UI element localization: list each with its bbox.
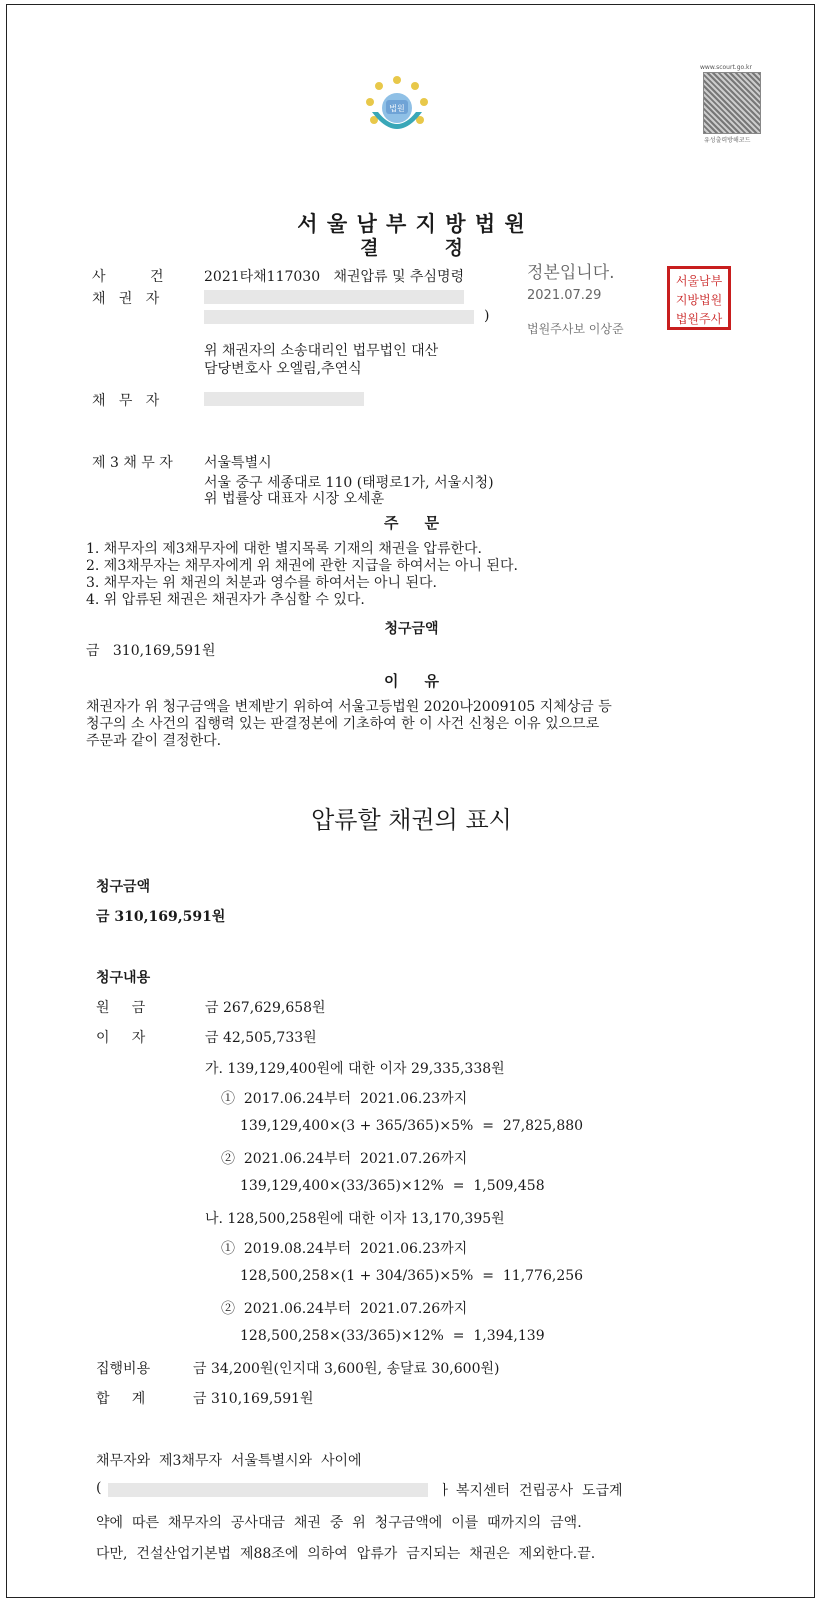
principal-value: 금 267,629,658원 [205,1000,326,1016]
third-debtor-name: 서울특별시 [204,455,272,471]
tail-line-right: ㅏ 복지센터 건립공사 도급계 [438,1483,623,1499]
claim-heading: 청구금액 [384,621,439,637]
annex-content-label: 청구내용 [96,970,151,986]
order-item: 4. 위 압류된 채권은 채권자가 추심할 수 있다. [86,592,365,608]
interest-ga2-calc: 139,129,400×(33/365)×12% = 1,509,458 [240,1178,545,1194]
annex-title: 압류할 채권의 표시 [311,806,512,834]
interest-na1-period: ① 2019.08.24부터 2021.06.23까지 [221,1241,468,1257]
order-item: 3. 채무자는 위 채권의 처분과 영수를 하여서는 아니 된다. [86,575,437,591]
creditor-paren: ) [484,308,490,324]
creditor-label: 채 권 자 [92,291,160,307]
seal-line: 서울남부 [675,274,723,288]
order-item: 1. 채무자의 제3채무자에 대한 별지목록 기재의 채권을 압류한다. [86,541,482,557]
third-debtor-label: 제 3 채 무 자 [92,455,173,471]
interest-na1-calc: 128,500,258×(1 + 304/365)×5% = 11,776,256 [240,1268,584,1284]
third-debtor-rep: 위 법률상 대표자 시장 오세훈 [204,491,385,507]
qr-caption: 유성출력방해코드 [704,137,751,144]
annex-claim-value: 금 310,169,591원 [96,909,226,925]
reason-line: 주문과 같이 결정한다. [86,733,222,749]
case-value: 2021타채117030 채권압류 및 추심명령 [204,269,465,285]
exec-cost-value: 금 34,200원(인지대 3,600원, 송달료 30,600원) [193,1361,500,1377]
creditor-attorneys: 담당변호사 오엘림,추연식 [204,361,362,377]
interest-ga1-period: ① 2017.06.24부터 2021.06.23까지 [221,1091,468,1107]
interest-value: 금 42,505,733원 [205,1030,317,1046]
interest-ga1-calc: 139,129,400×(3 + 365/365)×5% = 27,825,880 [240,1118,584,1134]
case-label: 사 건 [92,269,164,285]
interest-na2-calc: 128,500,258×(33/365)×12% = 1,394,139 [240,1328,545,1344]
interest-ga2-period: ② 2021.06.24부터 2021.07.26까지 [221,1151,468,1167]
tail-paren: ( [96,1480,102,1496]
certification-clerk: 법원주사보 이상준 [527,322,624,336]
qr-code [703,72,761,134]
creditor-agent: 위 채권자의 소송대리인 법무법인 대산 [204,343,439,359]
emblem-label: 법원 [389,104,405,113]
order-heading: 주 문 [383,514,440,532]
seal-line: 법원주사 [675,312,723,326]
total-value: 금 310,169,591원 [193,1391,314,1407]
tail-line: 약에 따른 채무자의 공사대금 채권 중 위 청구금액에 이를 때까지의 금액. [96,1515,582,1531]
tail-line: 채무자와 제3채무자 서울특별시와 사이에 [96,1453,362,1469]
court-name: 서 울 남 부 지 방 법 원 [297,211,526,236]
reason-heading: 이 유 [383,672,440,690]
interest-ga: 가. 139,129,400원에 대한 이자 29,335,338원 [205,1061,505,1077]
reason-line: 채권자가 위 청구금액을 변제받기 위하여 서울고등법원 2020나2009105 지체상금 등 [86,699,612,715]
exec-cost-label: 집행비용 [96,1361,151,1377]
court-emblem-icon [360,72,434,146]
interest-na2-period: ② 2021.06.24부터 2021.07.26까지 [221,1301,468,1317]
redacted-creditor-name [204,290,464,304]
reason-line: 청구의 소 사건의 집행력 있는 판결정본에 기초하여 한 이 사건 신청은 이유 있으므로 [86,716,600,732]
principal-label: 원 금 [96,1000,146,1016]
order-item: 2. 제3채무자는 채무자에게 위 채권에 관한 지급을 하여서는 아니 된다. [86,558,518,574]
redacted-debtor [204,392,364,406]
interest-na: 나. 128,500,258원에 대한 이자 13,170,395원 [205,1211,505,1227]
annex-claim-label: 청구금액 [96,879,151,895]
certification-date: 2021.07.29 [527,288,602,303]
debtor-label: 채 무 자 [92,393,160,409]
total-label: 합 계 [96,1391,146,1407]
redacted-project [108,1483,428,1497]
qr-url-text: www.scourt.go.kr [700,64,752,71]
certification-text: 정본입니다. [527,263,615,283]
third-debtor-address: 서울 중구 세종대로 110 (태평로1가, 서울시청) [204,475,494,491]
redacted-creditor-address [204,310,474,324]
claim-amount: 금 310,169,591원 [86,643,216,659]
interest-label: 이 자 [96,1030,146,1046]
doc-title: 결 정 [360,237,463,259]
court-seal [667,266,731,330]
tail-line: 다만, 건설산업기본법 제88조에 의하여 압류가 금지되는 채권은 제외한다.끝. [96,1546,596,1562]
seal-line: 지방법원 [675,293,723,307]
